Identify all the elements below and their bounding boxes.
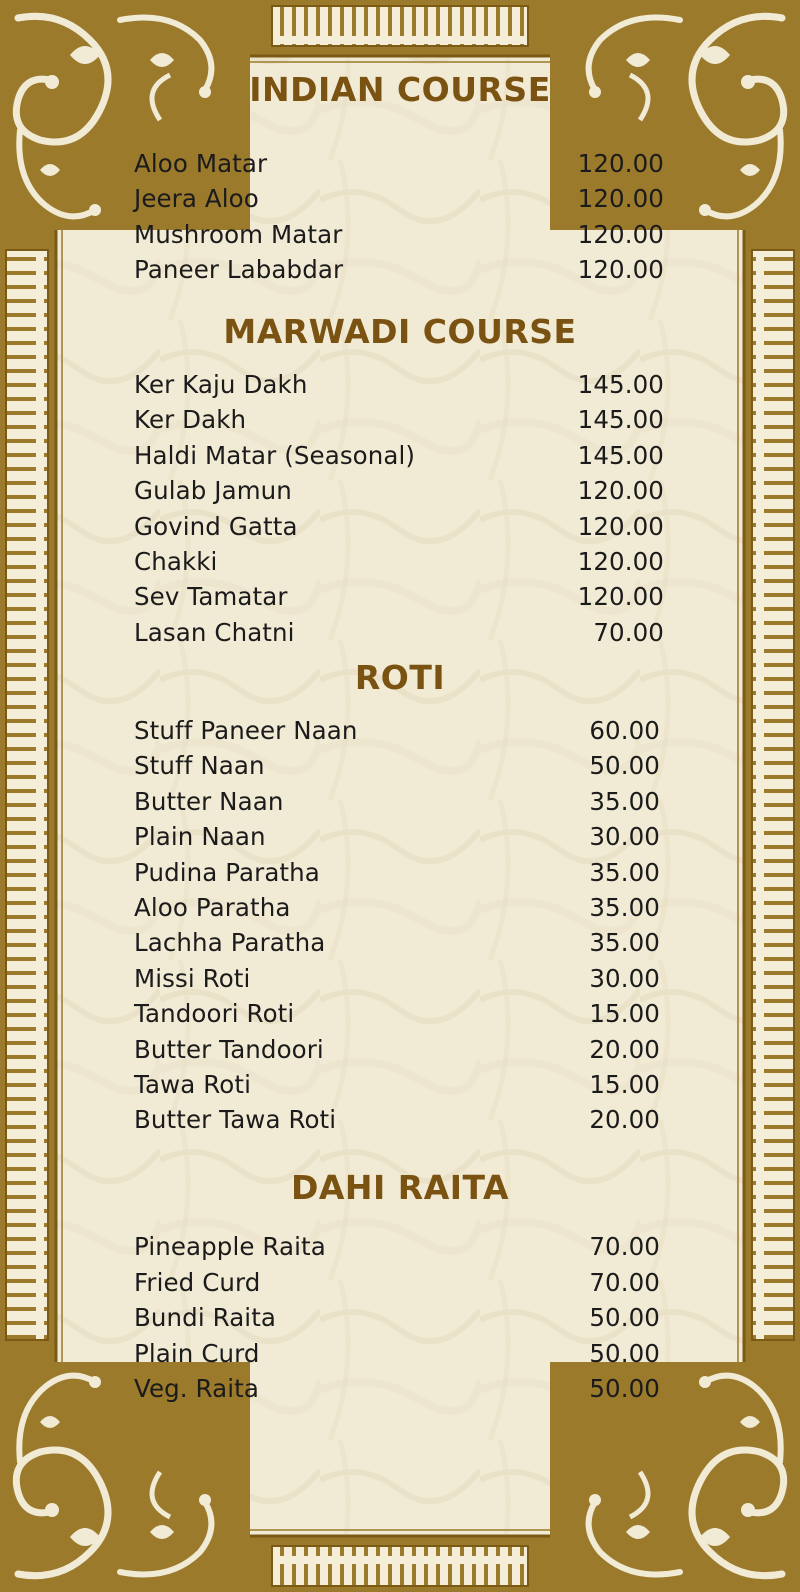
item-name: Aloo Paratha [134, 892, 291, 922]
menu-item [134, 438, 664, 472]
item-name: Missi Roti [134, 963, 251, 993]
item-name: Ker Kaju Dakh [134, 369, 308, 399]
item-price: 145.00 [577, 404, 664, 434]
section-heading-roti: ROTI [354, 658, 446, 697]
menu-item [134, 996, 664, 1030]
item-name: Chakki [134, 546, 218, 576]
item-name: Tandoori Roti [134, 998, 295, 1028]
item-name: Butter Naan [134, 786, 284, 816]
menu-item [134, 748, 664, 782]
item-price: 50.00 [589, 1302, 660, 1332]
item-name: Pineapple Raita [134, 1231, 326, 1261]
item-name: Lachha Paratha [134, 927, 326, 957]
menu-item [134, 1067, 664, 1101]
menu-item [134, 473, 664, 507]
menu-item [134, 1371, 664, 1405]
item-name: Ker Dakh [134, 404, 247, 434]
item-name: Plain Curd [134, 1338, 260, 1368]
menu-item [134, 1102, 664, 1136]
menu-item [134, 402, 664, 436]
item-price: 50.00 [589, 750, 660, 780]
menu-item [134, 1265, 664, 1299]
item-price: 35.00 [589, 892, 660, 922]
item-name: Stuff Paneer Naan [134, 715, 358, 745]
menu-item [134, 181, 664, 215]
item-price: 120.00 [577, 511, 664, 541]
item-name: Butter Tandoori [134, 1034, 324, 1064]
item-price: 60.00 [589, 715, 660, 745]
item-name: Pudina Paratha [134, 857, 320, 887]
item-price: 70.00 [589, 1231, 660, 1261]
item-price: 35.00 [589, 927, 660, 957]
menu-item [134, 713, 664, 747]
item-price: 15.00 [589, 1069, 660, 1099]
menu-item [134, 961, 664, 995]
section-heading-marwadi-course: MARWADI COURSE [223, 312, 577, 351]
menu-item [134, 252, 664, 286]
item-name: Sev Tamatar [134, 581, 288, 611]
item-name: Tawa Roti [134, 1069, 251, 1099]
item-price: 35.00 [589, 786, 660, 816]
item-price: 30.00 [589, 963, 660, 993]
item-name: Bundi Raita [134, 1302, 277, 1332]
menu-item [134, 1300, 664, 1334]
item-name: Fried Curd [134, 1267, 261, 1297]
item-price: 50.00 [589, 1373, 660, 1403]
item-price: 120.00 [577, 219, 664, 249]
item-name: Jeera Aloo [134, 183, 259, 213]
item-name: Veg. Raita [134, 1373, 259, 1403]
item-name: Butter Tawa Roti [134, 1104, 337, 1134]
menu-item [134, 890, 664, 924]
menu-item [134, 217, 664, 251]
item-price: 120.00 [577, 183, 664, 213]
menu-item [134, 1032, 664, 1066]
item-price: 15.00 [589, 998, 660, 1028]
item-price: 20.00 [589, 1034, 660, 1064]
section-heading-dahi-raita: DAHI RAITA [290, 1168, 510, 1207]
menu-item [134, 855, 664, 889]
menu-item [134, 784, 664, 818]
item-price: 145.00 [577, 440, 664, 470]
item-price: 35.00 [589, 857, 660, 887]
menu-item [134, 146, 664, 180]
item-price: 120.00 [577, 148, 664, 178]
item-name: Govind Gatta [134, 511, 298, 541]
item-name: Aloo Matar [134, 148, 268, 178]
section-heading-indian-course: INDIAN COURSE [249, 70, 551, 109]
item-price: 50.00 [589, 1338, 660, 1368]
item-price: 120.00 [577, 546, 664, 576]
item-price: 120.00 [577, 475, 664, 505]
item-price: 30.00 [589, 821, 660, 851]
menu-item [134, 1336, 664, 1370]
item-price: 70.00 [593, 617, 664, 647]
menu-item [134, 367, 664, 401]
item-price: 120.00 [577, 254, 664, 284]
item-name: Plain Naan [134, 821, 266, 851]
item-price: 70.00 [589, 1267, 660, 1297]
menu-item [134, 819, 664, 853]
menu-item [134, 579, 664, 613]
menu-item [134, 925, 664, 959]
item-name: Paneer Lababdar [134, 254, 344, 284]
menu-item [134, 1229, 664, 1263]
menu-item [134, 544, 664, 578]
item-price: 20.00 [589, 1104, 660, 1134]
item-price: 145.00 [577, 369, 664, 399]
item-name: Haldi Matar (Seasonal) [134, 440, 416, 470]
item-name: Gulab Jamun [134, 475, 292, 505]
item-name: Stuff Naan [134, 750, 265, 780]
menu-item [134, 615, 664, 649]
menu-item [134, 509, 664, 543]
item-price: 120.00 [577, 581, 664, 611]
item-name: Lasan Chatni [134, 617, 295, 647]
item-name: Mushroom Matar [134, 219, 343, 249]
